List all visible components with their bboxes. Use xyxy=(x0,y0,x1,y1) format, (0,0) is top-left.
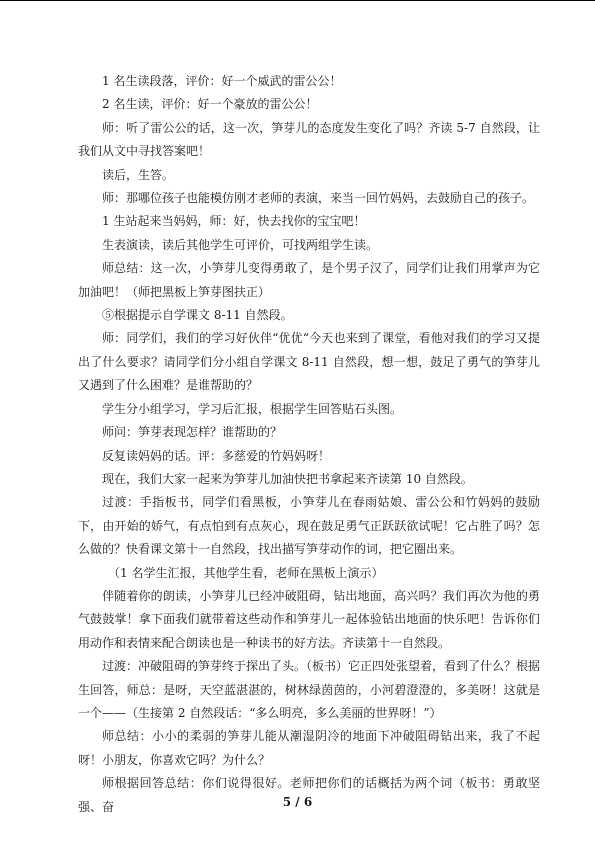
paragraph: 师根据回答总结：你们说得很好。老师把你们的话概括为两个词（板书：勇敢坚强、奋 xyxy=(78,776,540,814)
paragraph: 师：那哪位孩子也能模仿刚才老师的表演，来当一回竹妈妈，去鼓励自己的孩子。 xyxy=(102,191,535,206)
header-rule xyxy=(0,0,595,1)
paragraph: （1 名学生汇报，其他学生看，老师在黑板上演示） xyxy=(108,565,384,580)
paragraph: 师：听了雷公公的话，这一次，笋芽儿的态度发生变化了吗？齐读 5-7 自然段，让我们从文中寻找答案吧！ xyxy=(78,120,540,159)
document-body xyxy=(78,70,540,819)
paragraph: ⑤根据提示自学课文 8-11 自然段。 xyxy=(102,308,293,323)
paragraph: 2 名生读，评价：好一个豪放的雷公公！ xyxy=(102,97,318,112)
paragraph: 现在，我们大家一起来为笋芽儿加油快把书拿起来齐读第 10 自然段。 xyxy=(102,471,473,486)
paragraph: 过渡：手指板书，同学们看黑板，小笋芽儿在春雨姑娘、雷公公和竹妈妈的鼓励下，由开始的娇气，有点怕到有点灰心，现在鼓足勇气正跃跃欲试呢！它占胜了吗？怎么做的？快看课文第十一自然段，找出描写笋芽动作的词，把它圈出来。 xyxy=(78,495,540,557)
paragraph: 师总结：小小的柔弱的笋芽儿能从潮湿阴冷的地面下冲破阻碍钻出来，我了不起呀！小朋友，你喜欢它吗？为什么？ xyxy=(78,729,540,767)
paragraph: 1 名生读段落，评价：好一个威武的雷公公！ xyxy=(102,74,342,88)
paragraph: 生表演读，读后其他学生可评价，可找两组学生读。 xyxy=(102,237,379,252)
paragraph: 1 生站起来当妈妈，师：好，快去找你的宝宝吧！ xyxy=(102,214,366,229)
paragraph: 师问：笋芽表现怎样？谁帮助的？ xyxy=(102,425,283,440)
page-number: 5 / 6 xyxy=(282,795,313,809)
paragraph: 学生分小组学习，学习后汇报，根据学生回答贴石头图。 xyxy=(102,401,403,416)
paragraph: 伴随着你的朗读，小笋芽儿已经冲破阻碍，钻出地面，高兴吗？我们再次为他的勇气鼓鼓掌！拿下面我们就带着这些动作和笋芽儿一起体验钻出地面的快乐吧！告诉你们用动作和表情来配合朗读也是一种读书的好方法。齐读第十一自然段。 xyxy=(78,588,540,650)
paragraph: 师：同学们，我们的学习好伙伴“优优“今天也来到了课堂，看他对我们的学习又提出了什么要求？请同学们分小组自学课文 8-11 自然段，想一想，鼓足了勇气的笋芽儿又遇到了什么困难？是谁帮助的？ xyxy=(78,331,540,393)
paragraph: 师总结：这一次，小笋芽儿变得勇敢了，是个男子汉了，同学们让我们用掌声为它加油吧！（师把黑板上笋芽图扶正） xyxy=(78,261,540,299)
paragraph: 读后，生答。 xyxy=(102,167,175,182)
paragraph: 过渡：冲破阻碍的笋芽终于探出了头。（板书）它正四处张望着，看到了什么？根据生回答，师总：是呀，天空蓝湛湛的，树林绿茵茵的，小河碧澄澄的，多美呀！这就是一个——（生接第 2 自然段话：“多么明亮，多么美丽的世界呀！”） xyxy=(78,659,541,720)
paragraph: 反复读妈妈的话。评：多慈爱的竹妈妈呀！ xyxy=(102,448,331,463)
